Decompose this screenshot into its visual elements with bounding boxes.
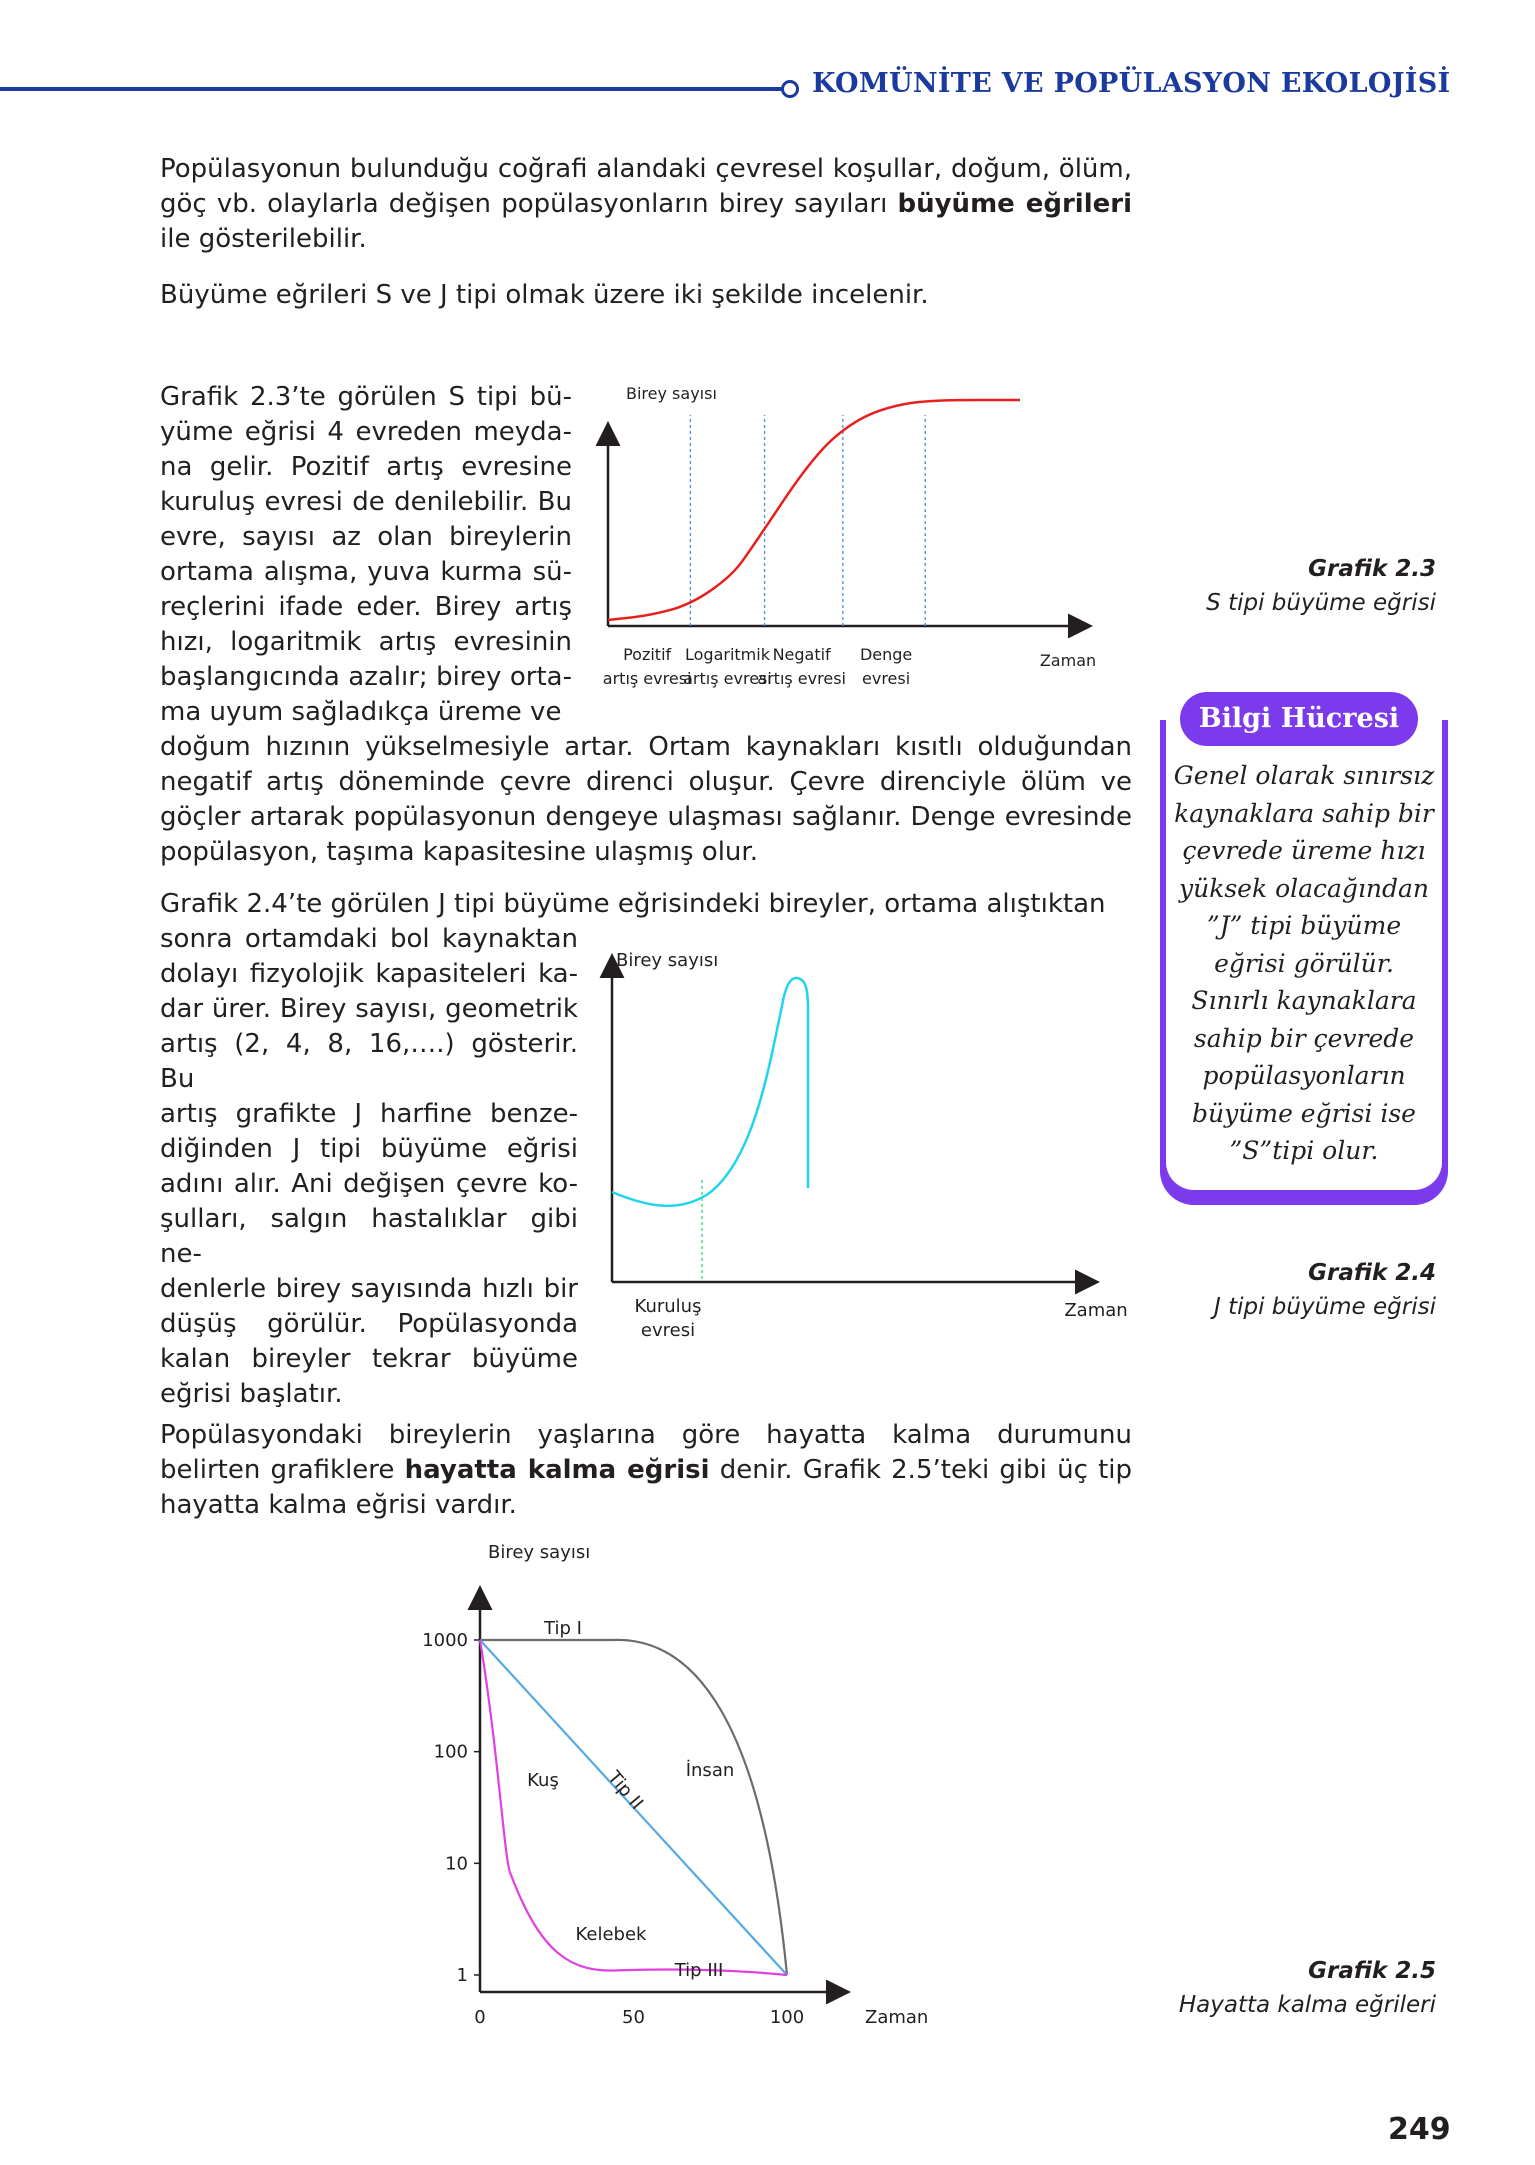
s-side-line: reçlerini ifade eder. Birey artış [160, 592, 572, 622]
s-growth-curve [608, 400, 1020, 620]
header-rule [0, 87, 783, 91]
surv-ytick-label: 100 [433, 1741, 468, 1763]
s-ylabel: Birey sayısı [626, 384, 717, 403]
info-box-line: Sınırlı kaynaklara [1191, 986, 1417, 1015]
info-box-line: ”J” tipi büyüme [1206, 911, 1402, 940]
j-side-line: düşüş görülür. Popülasyonda [160, 1309, 578, 1339]
surv-ylabel: Birey sayısı [488, 1542, 591, 1563]
surv-xlabel: Zaman [865, 2007, 929, 2028]
s-phase-label-bottom: artış evresi [757, 669, 846, 688]
s-phase-label-bottom: artış evresi [683, 669, 772, 688]
s-side-line: başlangıcında azalır; birey orta- [160, 662, 572, 692]
j-side-line: adını alır. Ani değişen çevre ko- [160, 1169, 578, 1199]
j-curve-first-line: Grafik 2.4’te görülen J tipi büyüme eğrisindeki bireyler, ortama alıştıktan [160, 889, 1106, 919]
info-box-text [1166, 757, 1442, 1170]
j-growth-curve [612, 978, 808, 1206]
s-curve-text [160, 380, 572, 730]
caption-graph-2-5: Grafik 2.5 Hayatta kalma eğrileri [1178, 1958, 1436, 2018]
s-curve-text-cont: doğum hızının yükselmesiyle artar. Ortam kaynakları kısıtlı olduğundan negatif artış döneminde çevre direnci oluşur. Çevre direnciyle ölüm ve göçler artarak popülasyonun dengeye ulaşması sağlanır. Denge evresinde popülasyon, taşıma kapasitesine ulaşmış olur. [160, 732, 1132, 867]
j-side-line: kalan bireyler tekrar büyüme [160, 1344, 578, 1374]
surv-xtick-label: 100 [769, 2007, 805, 2028]
j-side-line: dar ürer. Birey sayısı, geometrik [160, 994, 578, 1024]
s-side-line: ortama alışma, yuva kurma sü- [160, 557, 572, 587]
s-phase-label-top: Denge [859, 645, 913, 664]
s-side-line: kuruluş evresi de denilebilir. Bu [160, 487, 572, 517]
info-box-line: sahip bir çevrede [1193, 1023, 1415, 1053]
j-curve-text [160, 922, 578, 1412]
caption-graph-2-3: Grafik 2.3 S tipi büyüme eğrisi [1206, 556, 1436, 616]
page-number: 249 [1388, 2112, 1451, 2147]
term-survival-curve: hayatta kalma eğrisi [404, 1455, 710, 1485]
info-box-line: popülasyonların [1202, 1061, 1406, 1090]
label-tip-1: Tip I [544, 1618, 582, 1639]
info-box-line: büyüme eğrisi ise [1192, 1098, 1416, 1128]
j-side-line: artış (2, 4, 8, 16,….) gösterir. Bu [160, 1029, 578, 1094]
j-growth-chart [590, 940, 1150, 1360]
info-box-line: yüksek olacağından [1178, 873, 1430, 903]
term-growth-curves: büyüme eğrileri [897, 189, 1132, 219]
label-insan: İnsan [685, 1760, 735, 1781]
j-ylabel: Birey sayısı [616, 950, 719, 971]
j-side-line: dolayı fizyolojik kapasiteleri ka- [160, 959, 578, 989]
s-phase-label-top: Pozitif [623, 645, 672, 664]
s-phase-label-bottom: artış evresi [602, 669, 692, 688]
chapter-title: KOMÜNİTE VE POPÜLASYON EKOLOJİSİ [812, 68, 1451, 99]
info-box-title: Bilgi Hücresi [1180, 692, 1418, 746]
caption-graph-2-4: Grafik 2.4 J tipi büyüme eğrisi [1213, 1260, 1436, 1320]
label-kelebek: Kelebek [575, 1924, 647, 1945]
j-side-line: artış grafikte J harfine benze- [160, 1099, 578, 1129]
info-box-line: kaynaklara sahip bir [1174, 798, 1434, 828]
intro-paragraph: Popülasyonun bulunduğu coğrafi alandaki çevresel koşullar, doğum, ölüm, göç vb. olaylarla değişen popülasyonların birey sayıları büyüme eğrileri ile gösterilebilir. [160, 154, 1132, 254]
header-circle [781, 80, 799, 98]
surv-xtick-label: 0 [474, 2007, 486, 2028]
j-side-line: diğinden J tipi büyüme eğrisi [160, 1134, 578, 1164]
surv-ytick-label: 1 [456, 1965, 468, 1986]
survival-paragraph: Popülasyondaki bireylerin yaşlarına göre hayatta kalma durumunu belirten grafiklere hayatta kalma eğrisi denir. Grafik 2.5’teki gibi üç tip hayatta kalma eğrisi vardır. [160, 1420, 1132, 1520]
j-side-line: denlerle birey sayısında hızlı bir [160, 1274, 578, 1304]
info-box-line: ”S”tipi olur. [1229, 1136, 1379, 1165]
s-side-line: evre, sayısı az olan bireylerin [160, 522, 572, 552]
s-side-line: na gelir. Pozitif artış evresine [160, 452, 572, 482]
label-tip-3: Tip III [674, 1960, 724, 1981]
label-tip-2: Tip II [603, 1767, 648, 1814]
j-xlabel: Zaman [1064, 1300, 1128, 1321]
surv-ytick-label: 10 [445, 1853, 468, 1875]
s-side-line: hızı, logaritmik artış evresinin [160, 627, 572, 657]
s-phase-label-bottom: evresi [862, 669, 911, 688]
info-box-line: eğrisi görülür. [1214, 948, 1394, 978]
s-phase-label-top: Logaritmik [684, 645, 770, 664]
s-phase-label-top: Negatif [772, 645, 831, 664]
j-side-line: şulları, salgın hastalıklar gibi ne- [160, 1204, 578, 1269]
j-phase-top: Kuruluş [634, 1296, 702, 1317]
info-box-line: çevrede üreme hızı [1182, 836, 1426, 865]
survival-chart [410, 1530, 930, 2050]
s-side-line: ma uyum sağladıkça üreme ve [160, 697, 562, 727]
info-box-line: Genel olarak sınırsız [1173, 761, 1435, 790]
s-growth-chart [590, 370, 1110, 700]
s-side-line: Grafik 2.3’te görülen S tipi bü- [160, 382, 572, 412]
s-xlabel: Zaman [1039, 651, 1097, 670]
intro-paragraph-2: Büyüme eğrileri S ve J tipi olmak üzere iki şekilde incelenir. [160, 280, 929, 310]
j-side-line: sonra ortamdaki bol kaynaktan [160, 924, 578, 954]
label-kus: Kuş [527, 1770, 559, 1791]
surv-xtick-label: 50 [622, 2007, 645, 2028]
s-side-line: yüme eğrisi 4 evreden meyda- [160, 417, 572, 447]
j-side-line: eğrisi başlatır. [160, 1379, 343, 1409]
j-phase-bottom: evresi [640, 1320, 696, 1341]
surv-ytick-label: 1000 [422, 1630, 468, 1651]
